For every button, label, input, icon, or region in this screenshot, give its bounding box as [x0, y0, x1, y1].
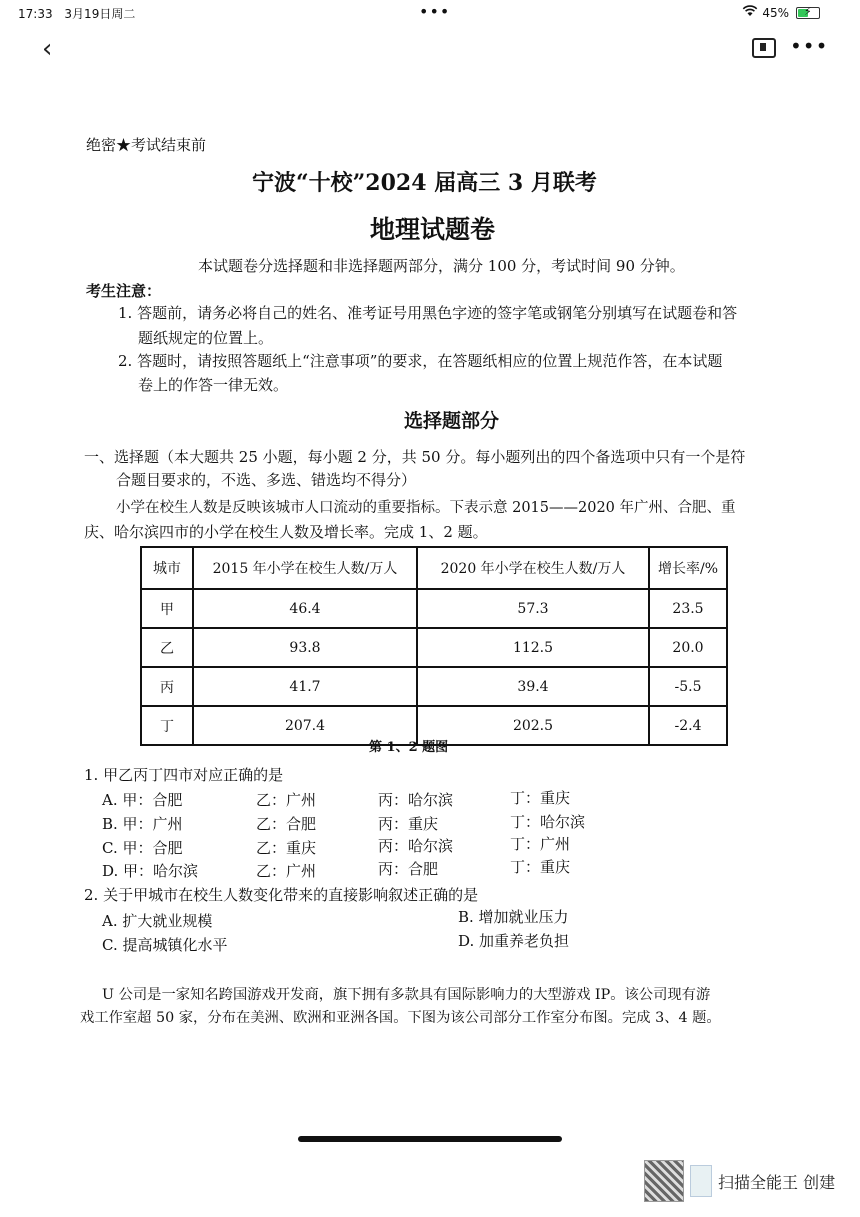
- table-caption: 第 1、2 题图: [369, 740, 449, 755]
- home-indicator[interactable]: [298, 1136, 562, 1142]
- q1-option-b-col4: 丁：哈尔滨: [510, 813, 586, 831]
- more-options-icon[interactable]: •••: [790, 34, 829, 58]
- q2-option-c: C. 提高城镇化水平: [102, 936, 228, 954]
- table-header-row: [141, 547, 727, 589]
- q1-option-c-col3: 丙：哈尔滨: [378, 837, 454, 855]
- table-cell: 23.5: [649, 589, 727, 628]
- watermark-text: 扫描全能王 创建: [718, 1172, 836, 1192]
- table-header: 城市: [141, 547, 193, 589]
- q1-option-c-col2: 乙：重庆: [256, 839, 317, 857]
- battery-icon: ⚡: [796, 7, 820, 19]
- notice-1-line-2: 题纸规定的位置上。: [138, 329, 274, 347]
- table-cell: 甲: [141, 589, 193, 628]
- q1-option-d-col1: D. 甲：哈尔滨: [102, 862, 199, 880]
- status-time: 17:33: [18, 7, 53, 21]
- section-heading: 选择题部分: [404, 410, 500, 432]
- notice-1-line-1: 1. 答题前，请务必将自己的姓名、准考证号用黑色字迹的签字笔或钢笔分别填写在试题卷和答: [118, 304, 738, 322]
- secret-label: 绝密★考试结束前: [86, 136, 207, 154]
- q2-option-d: D. 加重养老负担: [458, 932, 570, 950]
- table-cell: -2.4: [649, 706, 727, 745]
- part1-line-2: 合题目要求的，不选、多选、错选均不得分）: [116, 471, 417, 489]
- part1-line-1: 一、选择题（本大题共 25 小题，每小题 2 分，共 50 分。每小题列出的四个备选项中只有一个是符: [84, 448, 746, 466]
- camscanner-watermark: [644, 1160, 835, 1202]
- q1-option-a-col4: 丁：重庆: [510, 789, 571, 807]
- q2-option-b: B. 增加就业压力: [458, 908, 569, 926]
- nav-bar: [0, 30, 860, 66]
- status-bar: [0, 0, 860, 26]
- material-1-line-1: 小学在校生人数是反映该城市人口流动的重要指标。下表示意 2015——2020 年广州、合肥、重: [116, 500, 736, 516]
- table-cell: 乙: [141, 628, 193, 667]
- table-header: 增长率/%: [649, 547, 727, 589]
- table-cell: 20.0: [649, 628, 727, 667]
- q1-option-b-col1: B. 甲：广州: [102, 815, 183, 833]
- enrollment-table: [140, 546, 728, 746]
- table-cell: 39.4: [417, 667, 649, 706]
- table-cell: -5.5: [649, 667, 727, 706]
- back-chevron-icon[interactable]: ‹: [42, 34, 53, 64]
- app-badge-icon: [690, 1165, 712, 1197]
- table-row: [141, 667, 727, 706]
- q1-option-a-col2: 乙：广州: [256, 791, 317, 809]
- exam-title: 宁波“十校”2024 届高三 3 月联考: [252, 170, 597, 196]
- table-row: [141, 589, 727, 628]
- table-cell: 93.8: [193, 628, 417, 667]
- table-cell: 46.4: [193, 589, 417, 628]
- exam-intro: 本试题卷分选择题和非选择题两部分，满分 100 分，考试时间 90 分钟。: [198, 257, 685, 275]
- table-cell: 丁: [141, 706, 193, 745]
- table-header: 2020 年小学在校生人数/万人: [417, 547, 649, 589]
- notice-heading: 考生注意：: [86, 282, 162, 300]
- status-date: 3月19日周二: [64, 7, 136, 21]
- subject-title: 地理试题卷: [370, 215, 496, 244]
- q1-option-b-col2: 乙：合肥: [256, 815, 317, 833]
- q1-option-b-col3: 丙：重庆: [378, 815, 439, 833]
- q1-option-c-col1: C. 甲：合肥: [102, 839, 183, 857]
- material-1-line-2: 庆、哈尔滨四市的小学在校生人数及增长率。完成 1、2 题。: [84, 523, 488, 541]
- qr-code-icon: [644, 1160, 684, 1202]
- table-cell: 丙: [141, 667, 193, 706]
- table-cell: 207.4: [193, 706, 417, 745]
- battery-percent: 45%: [762, 5, 789, 20]
- notice-2-line-1: 2. 答题时，请按照答题纸上“注意事项”的要求，在答题纸相应的位置上规范作答，在本试题: [118, 352, 723, 370]
- q1-option-a-col1: A. 甲：合肥: [102, 791, 183, 809]
- table-cell: 57.3: [417, 589, 649, 628]
- question-2-stem: 2. 关于甲城市在校生人数变化带来的直接影响叙述正确的是: [84, 886, 479, 904]
- q1-option-c-col4: 丁：广州: [510, 835, 571, 853]
- q1-option-d-col2: 乙：广州: [256, 862, 317, 880]
- multitask-dots[interactable]: •••: [419, 2, 451, 21]
- material-2-line-1: U 公司是一家知名跨国游戏开发商，旗下拥有多款具有国际影响力的大型游戏 IP。该公司现有游: [102, 987, 711, 1003]
- q1-option-d-col4: 丁：重庆: [510, 858, 571, 876]
- question-1-stem: 1. 甲乙丙丁四市对应正确的是: [84, 766, 284, 784]
- table-header: 2015 年小学在校生人数/万人: [193, 547, 417, 589]
- table-cell: 41.7: [193, 667, 417, 706]
- q1-option-d-col3: 丙：合肥: [378, 860, 439, 878]
- q2-option-a: A. 扩大就业规模: [102, 912, 213, 930]
- material-2-line-2: 戏工作室超 50 家，分布在美洲、欧洲和亚洲各国。下图为该公司部分工作室分布图。完成 3、4 题。: [80, 1010, 721, 1026]
- reader-mode-icon[interactable]: [752, 38, 776, 58]
- wifi-icon: [742, 5, 758, 20]
- table-row: [141, 628, 727, 667]
- notice-2-line-2: 卷上的作答一律无效。: [138, 376, 289, 394]
- table-cell: 202.5: [417, 706, 649, 745]
- q1-option-a-col3: 丙：哈尔滨: [378, 791, 454, 809]
- table-cell: 112.5: [417, 628, 649, 667]
